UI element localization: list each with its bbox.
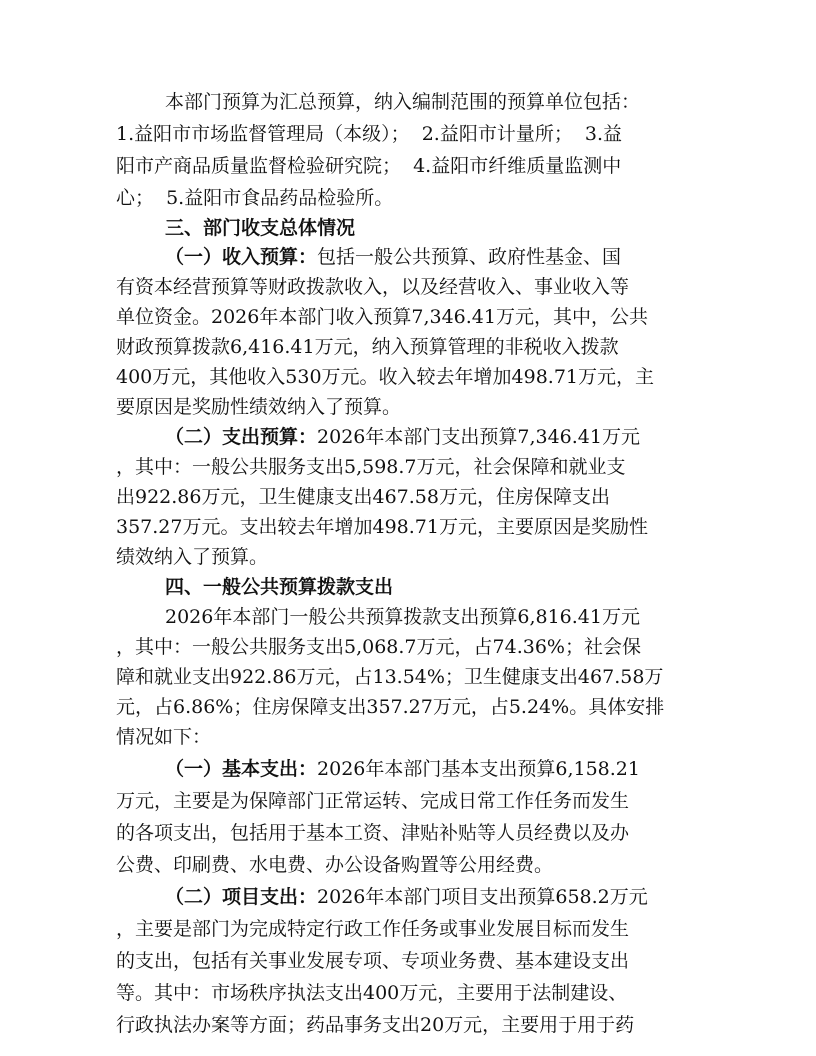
paragraph-line: 行政执法办案等方面；药品事务支出20万元，主要用于用于药	[116, 1014, 635, 1036]
paragraph-line: 出922.86万元，卫生健康支出467.58万元，住房保障支出	[116, 486, 610, 508]
paragraph-line: 的支出，包括有关事业发展专项、专项业务费、基本建设支出	[116, 950, 630, 972]
paragraph-line: 元，占6.86%；住房保障支出357.27万元，占5.24%。具体安排	[116, 696, 665, 718]
paragraph-text: 2026年本部门项目支出预算658.2万元	[317, 886, 648, 908]
paragraph-line: 障和就业支出922.86万元，占13.54%；卫生健康支出467.58万	[116, 666, 664, 688]
paragraph-line: 2026年本部门一般公共预算拨款支出预算6,816.41万元	[165, 606, 640, 628]
paragraph-line: 财政预算拨款6,416.41万元，纳入预算管理的非税收入拨款	[116, 336, 619, 358]
section-heading: 三、部门收支总体情况	[165, 217, 356, 239]
paragraph-line: 单位资金。2026年本部门收入预算7,346.41万元，其中，公共	[116, 306, 648, 328]
paragraph-line: ，其中：一般公共服务支出5,598.7万元，社会保障和就业支	[116, 456, 626, 478]
paragraph-line: ，其中：一般公共服务支出5,068.7万元，占74.36%；社会保	[116, 636, 641, 658]
paragraph-line: 本部门预算为汇总预算，纳入编制范围的预算单位包括：	[165, 91, 641, 113]
paragraph-text: 2026年本部门基本支出预算6,158.21	[317, 758, 640, 780]
paragraph-line	[165, 423, 640, 451]
paragraph-line: 公费、印刷费、水电费、办公设备购置等公用经费。	[116, 854, 554, 876]
subsection-heading: （二）支出预算：	[165, 426, 318, 448]
paragraph-line	[165, 243, 621, 271]
paragraph-line: 万元，主要是为保障部门正常运转、完成日常工作任务而发生	[116, 790, 630, 812]
paragraph-line: 情况如下：	[116, 726, 212, 748]
paragraph-line: 绩效纳入了预算。	[116, 546, 269, 568]
paragraph-line	[165, 755, 640, 783]
paragraph-line: 400万元，其他收入530万元。收入较去年增加498.71万元，主	[116, 366, 655, 388]
subsection-heading: （一）基本支出：	[165, 758, 318, 780]
paragraph-line	[165, 883, 648, 911]
section-heading: 四、一般公共预算拨款支出	[165, 576, 394, 598]
paragraph-line: 等。其中：市场秩序执法支出400万元，主要用于法制建设、	[116, 982, 628, 1004]
paragraph-line: 有资本经营预算等财政拨款收入，以及经营收入、事业收入等	[116, 276, 630, 298]
paragraph-line: 的各项支出，包括用于基本工资、津贴补贴等人员经费以及办	[116, 822, 630, 844]
paragraph-line: 1.益阳市市场监督管理局（本级）； 2.益阳市计量所； 3.益	[116, 123, 623, 145]
paragraph-line: ，主要是部门为完成特定行政工作任务或事业发展目标而发生	[116, 918, 630, 940]
paragraph-line: 要原因是奖励性绩效纳入了预算。	[116, 396, 402, 418]
subsection-heading: （一）收入预算：	[165, 246, 318, 268]
paragraph-text: 包括一般公共预算、政府性基金、国	[317, 246, 622, 268]
subsection-heading: （二）项目支出：	[165, 886, 318, 908]
paragraph-line: 357.27万元。支出较去年增加498.71万元，主要原因是奖励性	[116, 516, 648, 538]
paragraph-line: 阳市产商品质量监督检验研究院； 4.益阳市纤维质量监测中	[116, 155, 622, 177]
paragraph-text: 2026年本部门支出预算7,346.41万元	[317, 426, 640, 448]
paragraph-line: 心； 5.益阳市食品药品检验所。	[116, 187, 394, 209]
